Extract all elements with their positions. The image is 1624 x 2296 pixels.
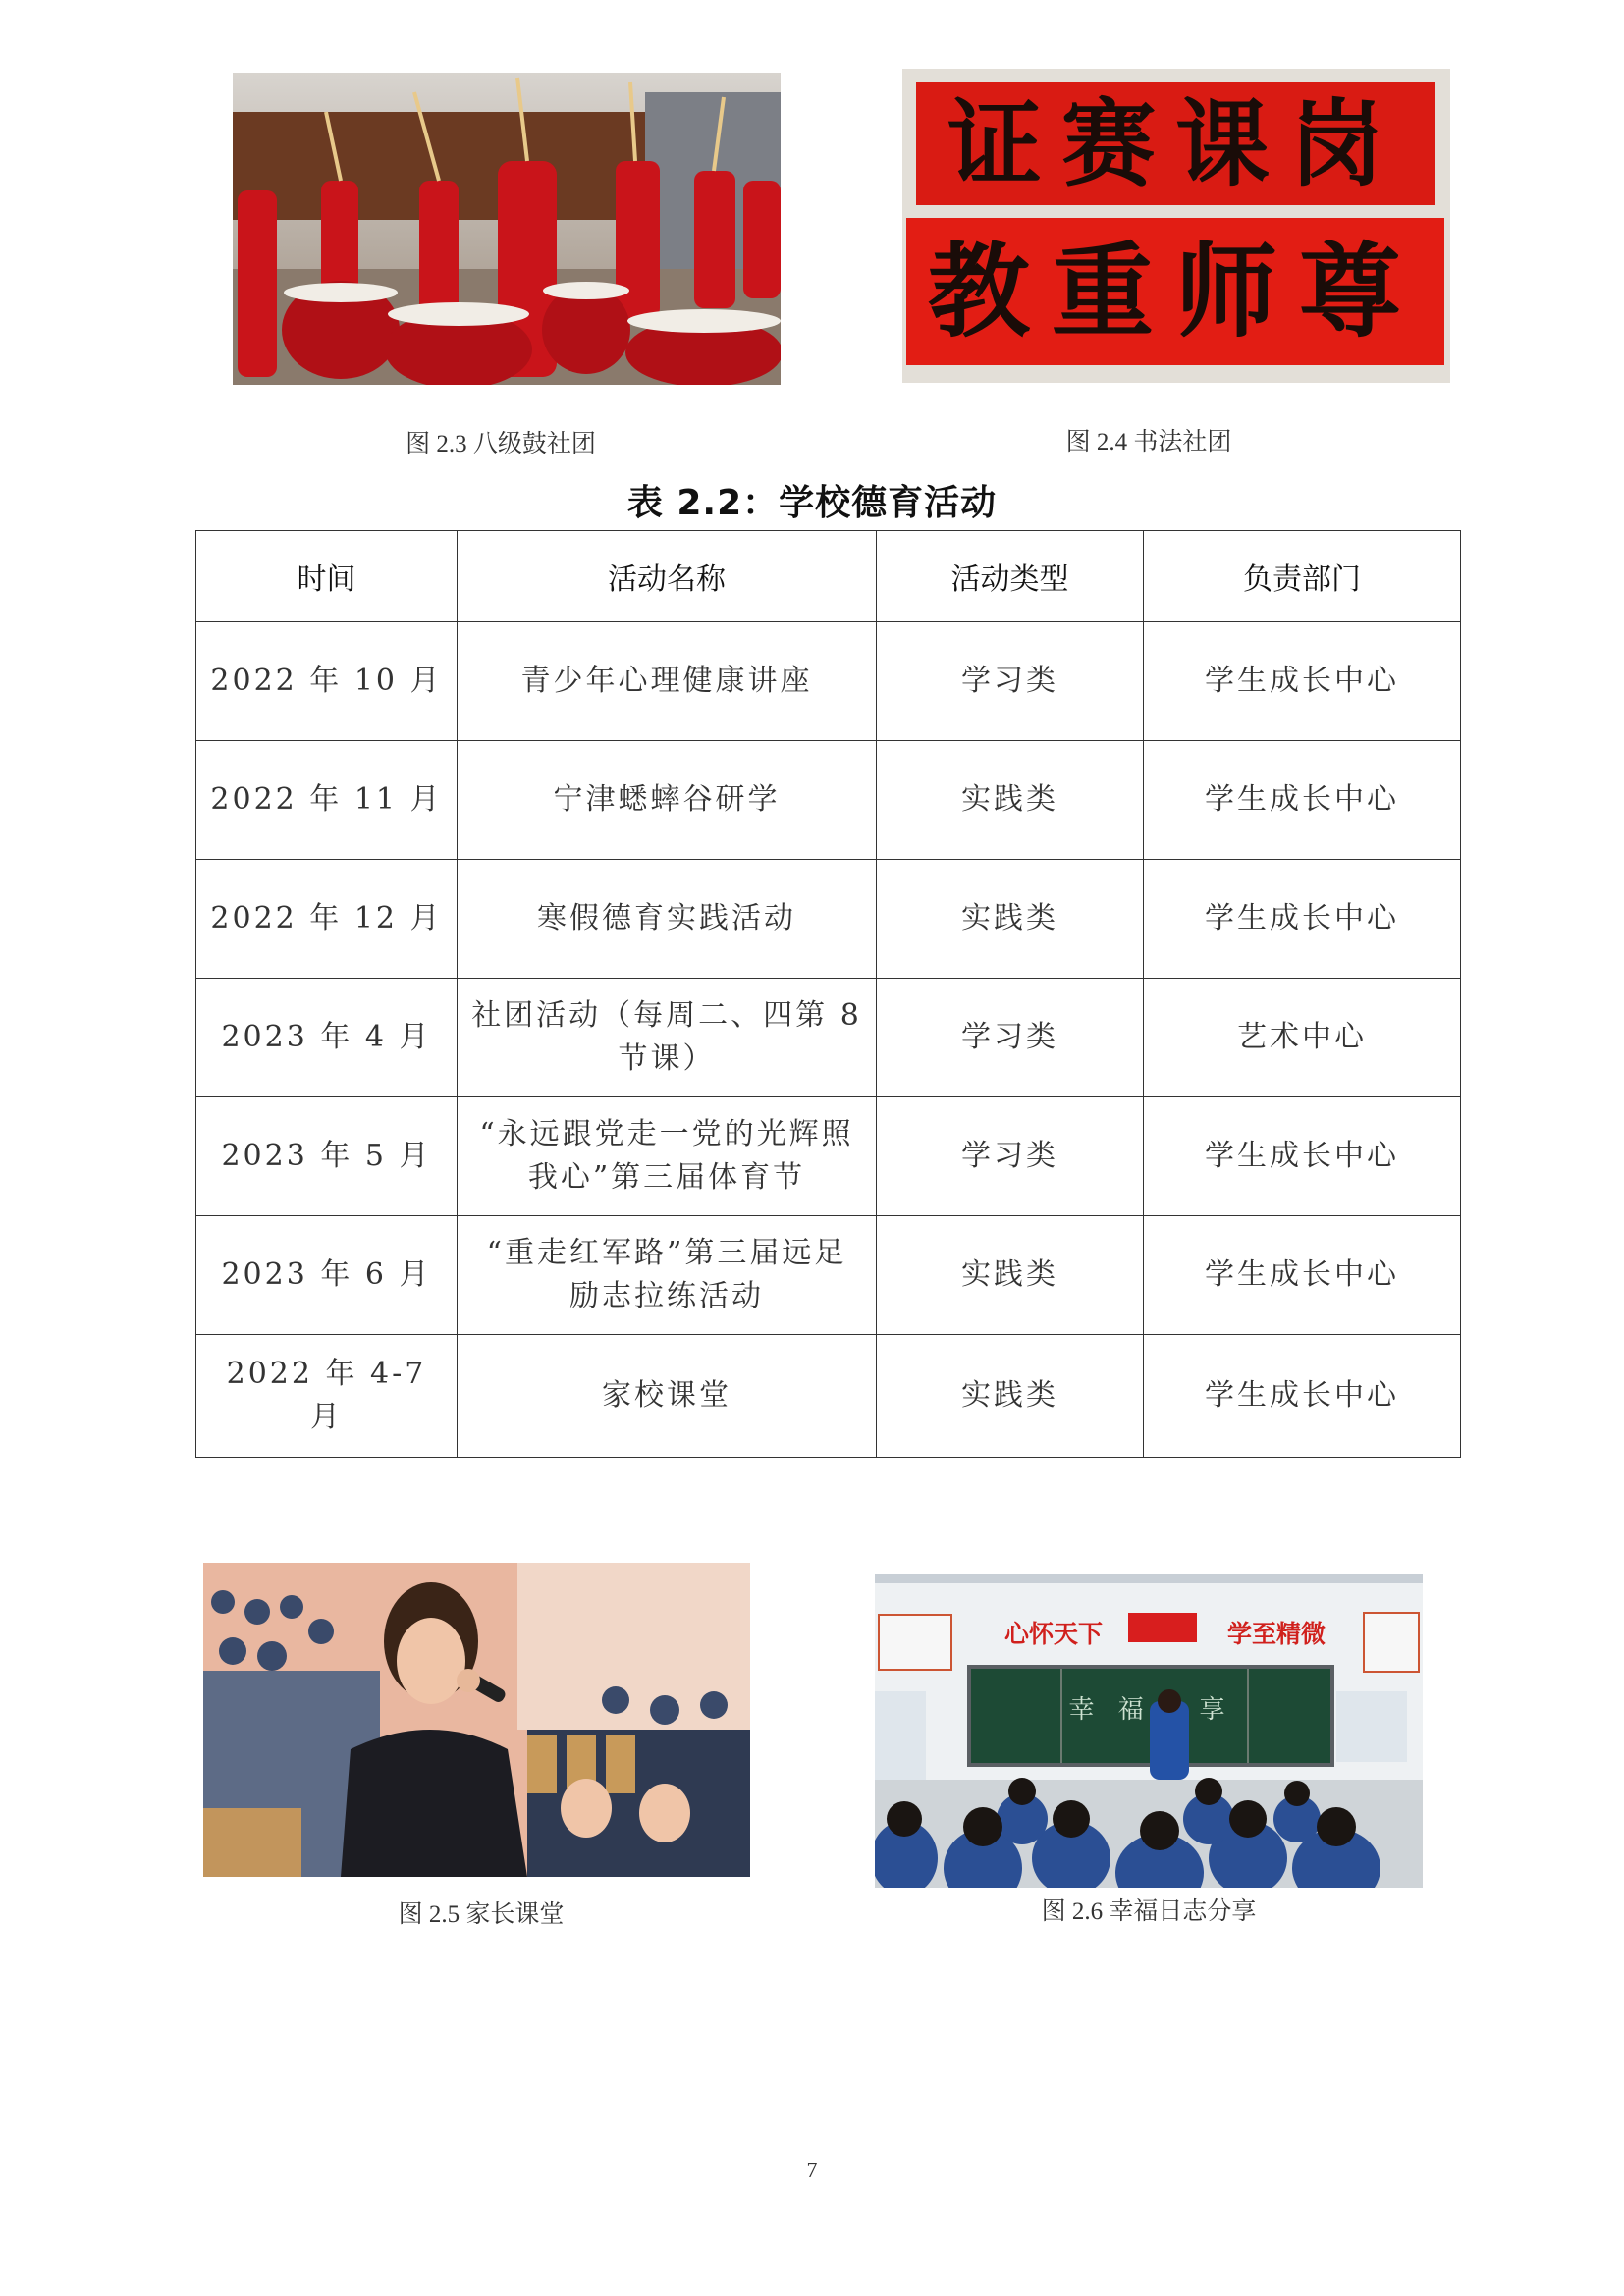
photo-parent-classroom	[203, 1563, 750, 1877]
cell-time: 2023 年 6 月	[196, 1216, 458, 1335]
cell-activity-name: 家校课堂	[458, 1335, 877, 1458]
cell-department: 学生成长中心	[1144, 741, 1461, 860]
cell-department: 学生成长中心	[1144, 1216, 1461, 1335]
cell-time: 2023 年 5 月	[196, 1097, 458, 1216]
cell-activity-name: 寒假德育实践活动	[458, 860, 877, 979]
cell-time: 2022 年 10 月	[196, 622, 458, 741]
cell-department: 艺术中心	[1144, 979, 1461, 1097]
table-row	[196, 1216, 1461, 1335]
cell-activity-type: 实践类	[877, 1216, 1144, 1335]
table-title: 表 2.2：学校德育活动	[626, 483, 998, 523]
cell-department: 学生成长中心	[1144, 860, 1461, 979]
cell-activity-type: 学习类	[877, 979, 1144, 1097]
caption-figure-2-4: 图 2.4 书法社团	[1065, 429, 1232, 455]
cell-department: 学生成长中心	[1144, 1097, 1461, 1216]
table-row	[196, 979, 1461, 1097]
cell-activity-name: 宁津蟋蟀谷研学	[458, 741, 877, 860]
caption-figure-2-6: 图 2.6 幸福日志分享	[1041, 1898, 1257, 1925]
slogan-right-text: 学至精微	[1226, 1620, 1326, 1648]
caption-figure-2-5: 图 2.5 家长课堂	[398, 1901, 565, 1928]
photo-diary-sharing	[875, 1574, 1423, 1888]
cell-activity-type: 实践类	[877, 1335, 1144, 1458]
banner-bottom-text: 教重师尊	[927, 231, 1423, 351]
photo-drum-club	[233, 73, 781, 385]
cell-activity-type: 实践类	[877, 741, 1144, 860]
photo-calligraphy-club	[902, 69, 1450, 383]
cell-activity-type: 学习类	[877, 622, 1144, 741]
caption-figure-2-3: 图 2.3 八级鼓社团	[406, 431, 596, 457]
cell-time: 2023 年 4 月	[196, 979, 458, 1097]
header-department: 负责部门	[1144, 531, 1461, 622]
header-time: 时间	[196, 531, 458, 622]
slogan-left-text: 心怀天下	[1003, 1620, 1103, 1648]
table-row	[196, 741, 1461, 860]
blackboard-text: 幸 福 享	[1068, 1695, 1233, 1725]
cell-activity-name: “重走红军路”第三届远足励志拉练活动	[458, 1216, 877, 1335]
cell-activity-name: “永远跟党走一党的光辉照我心”第三届体育节	[458, 1097, 877, 1216]
header-activity-name: 活动名称	[458, 531, 877, 622]
activities-table	[195, 530, 1461, 1458]
cell-activity-name: 青少年心理健康讲座	[458, 622, 877, 741]
cell-time: 2022 年 12 月	[196, 860, 458, 979]
cell-time: 2022 年 11 月	[196, 741, 458, 860]
table-header-row	[196, 531, 1461, 622]
cell-time: 2022 年 4-7 月	[196, 1335, 458, 1458]
cell-department: 学生成长中心	[1144, 1335, 1461, 1458]
cell-department: 学生成长中心	[1144, 622, 1461, 741]
cell-activity-name: 社团活动（每周二、四第 8 节课）	[458, 979, 877, 1097]
banner-top-text: 证赛课岗	[947, 88, 1403, 199]
table-row	[196, 1097, 1461, 1216]
table-row	[196, 1335, 1461, 1458]
cell-activity-type: 实践类	[877, 860, 1144, 979]
table-row	[196, 860, 1461, 979]
header-activity-type: 活动类型	[877, 531, 1144, 622]
cell-activity-type: 学习类	[877, 1097, 1144, 1216]
page-number: 7	[806, 2158, 818, 2182]
table-row	[196, 622, 1461, 741]
